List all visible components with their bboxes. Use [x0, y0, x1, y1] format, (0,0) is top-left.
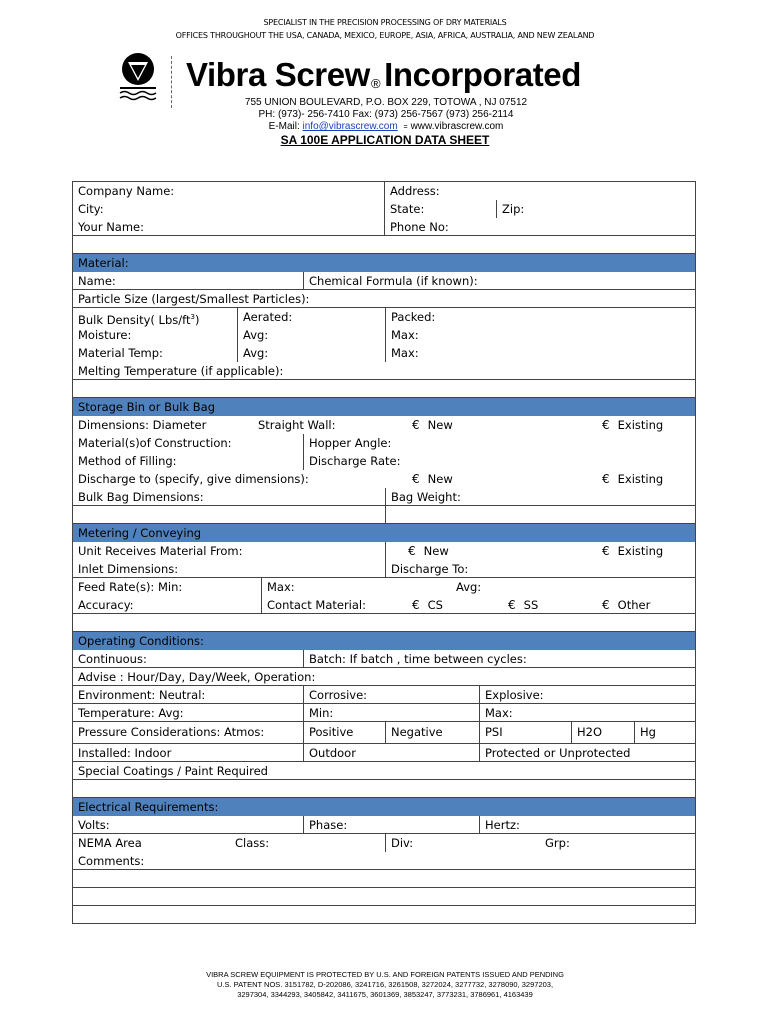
- state-label[interactable]: State:: [384, 200, 496, 218]
- corrosive-label[interactable]: Corrosive:: [303, 686, 479, 703]
- form-row: [73, 416, 695, 434]
- temp-avg-label[interactable]: Avg:: [237, 344, 385, 362]
- blank-row[interactable]: [73, 236, 695, 254]
- hopper-angle-label[interactable]: Hopper Angle:: [303, 434, 695, 452]
- vibra-screw-logo-icon: [117, 52, 159, 102]
- materials-construction-label[interactable]: Material(s)of Construction:: [78, 436, 232, 450]
- form-row: [73, 452, 695, 470]
- continuous-label[interactable]: Continuous:: [78, 652, 147, 666]
- other-option[interactable]: [597, 596, 650, 613]
- registered-mark: ®: [370, 76, 381, 91]
- electrical-header-label: Electrical Requirements:: [78, 800, 219, 814]
- comments-label[interactable]: Comments:: [78, 854, 145, 868]
- particle-size-label[interactable]: Particle Size (largest/Smallest Particles):: [78, 292, 310, 306]
- packed-label[interactable]: Packed:: [385, 308, 695, 326]
- form-row: [73, 326, 695, 344]
- phase-label[interactable]: Phase:: [303, 816, 479, 833]
- blank-cell[interactable]: [385, 506, 695, 523]
- form-row: [73, 434, 695, 452]
- storage-section-header: [73, 398, 695, 416]
- sheet-title: SA 100E APPLICATION DATA SHEET: [280, 133, 490, 147]
- hg-label[interactable]: Hg: [634, 722, 695, 743]
- comments-line[interactable]: [73, 888, 695, 906]
- footer-patent-numbers-1: U.S. PATENT NOS. 3151782, D-202086, 3241716, 3261508, 3272024, 3277732, 3278090, 3297203,: [216, 980, 554, 989]
- option-label: CS: [427, 598, 443, 612]
- form-row: [73, 200, 695, 218]
- explosive-label[interactable]: Explosive:: [479, 686, 695, 703]
- storage-new-option[interactable]: [407, 416, 453, 434]
- melting-temp-label[interactable]: Melting Temperature (if applicable):: [78, 364, 284, 378]
- material-header-label: Material:: [78, 256, 129, 270]
- negative-label[interactable]: Negative: [385, 722, 479, 743]
- volts-label[interactable]: Volts:: [78, 818, 110, 832]
- company-phone: PH: (973)- 256-7410 Fax: (973) 256-7567 (973) 256-2114: [258, 109, 514, 120]
- bulk-density-exponent: 3: [190, 313, 195, 321]
- option-label: New: [427, 472, 453, 486]
- storage-existing-option[interactable]: [597, 416, 663, 434]
- form-row: [73, 686, 695, 704]
- environment-neutral-label[interactable]: Environment: Neutral:: [78, 688, 206, 702]
- pressure-considerations-label[interactable]: Pressure Considerations: Atmos:: [78, 725, 265, 739]
- discharge-new-option[interactable]: [407, 470, 453, 488]
- inlet-dimensions-label[interactable]: Inlet Dimensions:: [78, 562, 179, 576]
- company-name-label[interactable]: Company Name:: [78, 184, 175, 198]
- comments-line[interactable]: [73, 906, 695, 923]
- form-row: [73, 744, 695, 762]
- euro-checkbox-icon[interactable]: €: [408, 544, 416, 558]
- ss-option[interactable]: [503, 596, 538, 613]
- special-coatings-label[interactable]: Special Coatings / Paint Required: [78, 764, 268, 778]
- form-row: [73, 852, 695, 870]
- discharge-to-label[interactable]: Discharge To:: [385, 560, 695, 577]
- temperature-avg-label[interactable]: Temperature: Avg:: [78, 706, 184, 720]
- installed-indoor-label[interactable]: Installed: Indoor: [78, 746, 172, 760]
- form-row: [73, 290, 695, 308]
- protected-label[interactable]: Protected or Unprotected: [479, 744, 695, 761]
- bag-weight-label[interactable]: Bag Weight:: [385, 488, 695, 505]
- h2o-label[interactable]: H2O: [571, 722, 634, 743]
- form-row: [73, 272, 695, 290]
- dimensions-diameter-label[interactable]: Dimensions: Diameter: [78, 418, 207, 432]
- cs-option[interactable]: [407, 596, 443, 613]
- div-label[interactable]: Div:: [385, 834, 695, 852]
- header-divider: [171, 56, 172, 108]
- website-text: www.vibrascrew.com: [410, 121, 504, 132]
- phone-no-label[interactable]: Phone No:: [384, 218, 695, 235]
- bulk-density-close: ): [194, 313, 200, 327]
- form-row: [73, 488, 695, 506]
- metering-existing-option[interactable]: [597, 542, 663, 560]
- form-row: [73, 596, 695, 614]
- metering-header-label: Metering / Conveying: [78, 526, 202, 540]
- form-row: [73, 560, 695, 578]
- euro-checkbox-icon[interactable]: €: [412, 598, 420, 612]
- offices-line: OFFICES THROUGHOUT THE USA, CANADA, MEXICO, EUROPE, ASIA, AFRICA, AUSTRALIA, AND NEW ZEALAND: [175, 31, 595, 40]
- address-label[interactable]: Address:: [384, 182, 695, 200]
- form-row: [73, 362, 695, 380]
- zip-label[interactable]: Zip:: [496, 200, 695, 218]
- positive-label[interactable]: Positive: [303, 722, 385, 743]
- form-row: [73, 816, 695, 834]
- form-row: [73, 668, 695, 686]
- euro-checkbox-icon[interactable]: €: [508, 598, 516, 612]
- option-label: New: [427, 418, 453, 432]
- euro-checkbox-icon[interactable]: €: [602, 472, 610, 486]
- moisture-label[interactable]: Moisture:: [78, 328, 132, 342]
- euro-checkbox-icon[interactable]: €: [412, 418, 420, 432]
- discharge-existing-option[interactable]: [597, 470, 663, 488]
- material-section-header: [73, 254, 695, 272]
- form-row: [73, 722, 695, 744]
- operating-section-header: [73, 632, 695, 650]
- form-row: [73, 542, 695, 560]
- temp-max-label[interactable]: Max:: [385, 344, 695, 362]
- email-label: E-Mail:: [268, 121, 300, 132]
- option-label: SS: [523, 598, 539, 612]
- form-row: [73, 578, 695, 596]
- feed-max-label[interactable]: Max:: [261, 578, 695, 596]
- operating-header-label: Operating Conditions:: [78, 634, 204, 648]
- bulk-bag-dimensions-label[interactable]: Bulk Bag Dimensions:: [78, 490, 204, 504]
- company-name: [186, 56, 581, 94]
- euro-checkbox-icon[interactable]: €: [602, 418, 610, 432]
- form-row: [73, 470, 695, 488]
- feed-avg-label[interactable]: Avg:: [456, 580, 482, 594]
- material-temp-label[interactable]: Material Temp:: [78, 346, 163, 360]
- company-address: 755 UNION BOULEVARD, P.O. BOX 229, TOTOWA , NJ 07512: [244, 97, 528, 108]
- bulk-density-text: Bulk Density( Lbs/ft: [78, 313, 191, 327]
- unit-receives-label[interactable]: Unit Receives Material From:: [78, 544, 243, 558]
- bulk-density-label[interactable]: [73, 308, 199, 326]
- psi-label[interactable]: PSI: [479, 722, 571, 743]
- straight-wall-label[interactable]: Straight Wall:: [258, 418, 336, 432]
- option-label: Existing: [617, 418, 664, 432]
- moisture-max-label[interactable]: Max:: [385, 326, 695, 344]
- separator: =: [403, 124, 408, 131]
- feed-rates-label[interactable]: Feed Rate(s): Min:: [78, 580, 183, 594]
- euro-checkbox-icon[interactable]: €: [412, 472, 420, 486]
- electrical-section-header: [73, 798, 695, 816]
- footer-patent-numbers-2: 3297304, 3344293, 3405842, 3411675, 3601369, 3853247, 3773231, 3786961, 4163439: [237, 990, 533, 999]
- storage-header-label: Storage Bin or Bulk Bag: [78, 400, 216, 414]
- comments-line[interactable]: [73, 870, 695, 888]
- footer-patent-line: VIBRA SCREW EQUIPMENT IS PROTECTED BY U.S. AND FOREIGN PATENTS ISSUED AND PENDING: [206, 970, 564, 979]
- metering-section-header: [73, 524, 695, 542]
- application-form: [72, 181, 696, 924]
- company-name-part2: Incorporated: [384, 56, 582, 93]
- form-row: [73, 650, 695, 668]
- method-filling-label[interactable]: Method of Filling:: [78, 454, 177, 468]
- class-label[interactable]: Class:: [235, 836, 270, 850]
- option-label: Existing: [617, 472, 664, 486]
- form-row: [73, 308, 695, 326]
- option-label: Other: [617, 598, 651, 612]
- blank-row[interactable]: [73, 380, 695, 398]
- form-row: [73, 182, 695, 200]
- grp-label[interactable]: Grp:: [545, 836, 570, 850]
- your-name-label[interactable]: Your Name:: [78, 220, 145, 234]
- tagline: SPECIALIST IN THE PRECISION PROCESSING OF DRY MATERIALS: [263, 18, 507, 27]
- form-row: [73, 704, 695, 722]
- email-link[interactable]: info@vibrascrew.com: [302, 121, 398, 132]
- hertz-label[interactable]: Hertz:: [479, 816, 695, 833]
- aerated-label[interactable]: Aerated:: [237, 308, 385, 326]
- company-name-part1: Vibra Screw: [186, 56, 370, 93]
- moisture-avg-label[interactable]: Avg:: [237, 326, 385, 344]
- blank-row[interactable]: [73, 614, 695, 632]
- material-name-label[interactable]: Name:: [78, 274, 116, 288]
- option-label: Existing: [617, 544, 664, 558]
- form-row: [73, 344, 695, 362]
- advise-label[interactable]: Advise : Hour/Day, Day/Week, Operation:: [78, 670, 316, 684]
- outdoor-label[interactable]: Outdoor: [303, 744, 479, 761]
- min-label[interactable]: Min:: [303, 704, 479, 721]
- chemical-formula-label[interactable]: Chemical Formula (if known):: [303, 272, 695, 289]
- form-row: [73, 218, 695, 236]
- blank-row[interactable]: [73, 506, 695, 524]
- op-max-label[interactable]: Max:: [479, 704, 695, 721]
- euro-checkbox-icon[interactable]: €: [602, 598, 610, 612]
- batch-label[interactable]: Batch: If batch , time between cycles:: [303, 650, 695, 667]
- contact-material-label[interactable]: Contact Material:: [261, 596, 695, 613]
- option-label: New: [423, 544, 449, 558]
- city-label[interactable]: City:: [78, 202, 104, 216]
- form-row: [73, 762, 695, 780]
- blank-row[interactable]: [73, 780, 695, 798]
- euro-checkbox-icon[interactable]: €: [602, 544, 610, 558]
- discharge-to-dims-label[interactable]: Discharge to (specify, give dimensions):: [78, 472, 309, 486]
- form-row: [73, 834, 695, 852]
- contact-line: [186, 121, 586, 132]
- nema-area-label[interactable]: NEMA Area: [78, 836, 142, 850]
- accuracy-label[interactable]: Accuracy:: [78, 598, 134, 612]
- discharge-rate-label[interactable]: Discharge Rate:: [303, 452, 695, 470]
